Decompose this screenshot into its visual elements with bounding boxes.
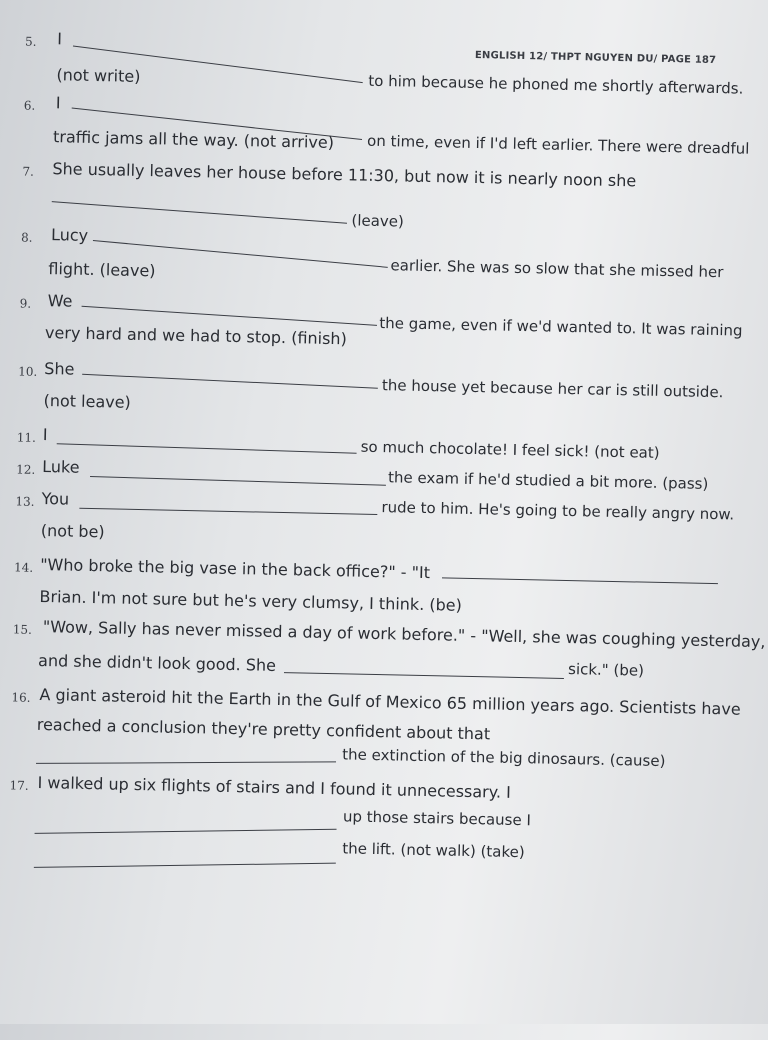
question-8 — [0, 224, 763, 282]
question-subject: I — [57, 29, 63, 49]
question-text: the house yet because her car is still outside. — [381, 376, 724, 402]
question-text: earlier. She was so slow that she missed her — [390, 256, 724, 282]
question-text: "Wow, Sally has never missed a day of work before." - "Well, she was coughing yesterday, — [42, 617, 766, 652]
answer-blank[interactable] — [284, 672, 564, 679]
question-subject: We — [47, 291, 73, 311]
question-text: so much chocolate! I feel sick! (not eat) — [360, 437, 660, 462]
question-subject: I — [55, 93, 61, 113]
question-15 — [0, 616, 766, 680]
question-subject: She — [44, 359, 75, 379]
question-5 — [0, 28, 767, 98]
question-number: 7. — [22, 164, 35, 179]
question-14 — [0, 554, 756, 615]
question-hint: (not leave) — [43, 391, 131, 412]
question-text: rude to him. He's going to be really angry now. — [381, 498, 735, 524]
question-hint: (not write) — [56, 65, 141, 86]
question-number: 9. — [19, 296, 32, 311]
answer-blank[interactable] — [82, 374, 378, 389]
question-number: 8. — [20, 230, 33, 245]
answer-blank[interactable] — [79, 508, 377, 515]
question-number: 10. — [18, 364, 38, 379]
question-subject: I — [42, 424, 48, 445]
answer-blank[interactable] — [52, 201, 347, 224]
question-hint: sick." (be) — [567, 660, 645, 680]
question-number: 6. — [23, 98, 36, 113]
question-number: 11. — [16, 430, 37, 445]
question-text-cont: up those stairs because I — [342, 807, 532, 830]
question-number: 16. — [11, 690, 31, 705]
page-header: ENGLISH 12/ THPT NGUYEN DU/ PAGE 187 — [474, 49, 717, 67]
question-text: "Who broke the big vase in the back office?" - "It — [39, 554, 431, 583]
answer-blank-2[interactable] — [34, 863, 336, 868]
question-number: 14. — [13, 560, 34, 575]
answer-blank[interactable] — [36, 761, 336, 764]
question-number: 15. — [12, 622, 33, 637]
answer-blank[interactable] — [442, 577, 718, 584]
question-hint: flight. (leave) — [48, 259, 156, 281]
question-text: to him because he phoned me shortly afterwards. — [368, 71, 744, 98]
question-hint: (not be) — [40, 520, 105, 542]
question-hint: very hard and we had to stop. (finish) — [44, 323, 348, 349]
question-6 — [0, 92, 766, 158]
question-text: the exam if he'd studied a bit more. (pass) — [387, 468, 709, 493]
question-text-cont: reached a conclusion they're pretty confident about that — [36, 714, 491, 744]
answer-blank[interactable] — [90, 476, 386, 486]
question-number: 17. — [9, 778, 29, 793]
question-hint: traffic jams all the way. (not arrive) — [52, 127, 335, 153]
question-number: 5. — [24, 34, 37, 49]
question-hint: the lift. (not walk) (take) — [342, 839, 525, 862]
question-16 — [0, 684, 754, 771]
question-hint: Brian. I'm not sure but he's very clumsy, I think. (be) — [39, 586, 463, 615]
question-number: 13. — [15, 494, 35, 509]
question-hint: the extinction of the big dinosaurs. (cause) — [342, 745, 666, 771]
question-text: on time, even if I'd left earlier. There were dreadful — [366, 131, 750, 158]
answer-blank[interactable] — [57, 443, 357, 453]
answer-blank-1[interactable] — [35, 829, 337, 834]
question-text: A giant asteroid hit the Earth in the Gulf of Mexico 65 million years ago. Scientists have — [39, 684, 741, 719]
question-10 — [0, 358, 760, 412]
question-9 — [0, 290, 762, 349]
question-subject: Lucy — [50, 225, 89, 245]
question-text: She usually leaves her house before 11:30, but now it is nearly noon she — [52, 159, 637, 191]
question-text: I walked up six flights of stairs and I found it unnecessary. I — [37, 772, 512, 802]
question-hint: (leave) — [351, 211, 405, 231]
question-subject: Luke — [42, 456, 80, 477]
question-17 — [0, 772, 752, 862]
question-subject: You — [41, 488, 70, 509]
answer-blank[interactable] — [82, 306, 377, 326]
question-text-cont: and she didn't look good. She — [37, 650, 277, 675]
question-number: 12. — [16, 462, 36, 477]
question-text: the game, even if we'd wanted to. It was raining — [379, 314, 743, 340]
question-7 — [0, 158, 765, 231]
